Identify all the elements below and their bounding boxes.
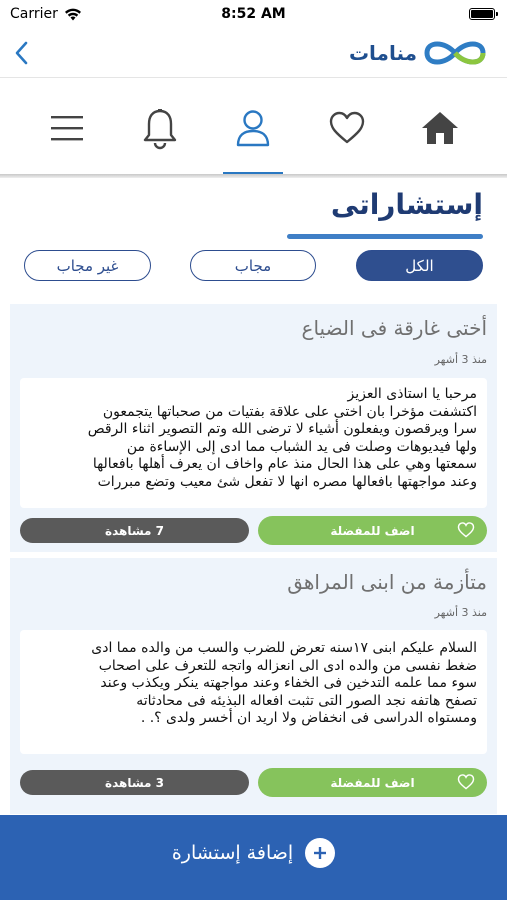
battery-icon bbox=[469, 8, 495, 20]
add-favorite-button[interactable] bbox=[258, 768, 487, 797]
card-body-line: سوء مما علمه التدخين فى الخفاء وعند مواجهته ينكر ويكذب وعند bbox=[100, 675, 477, 691]
add-consultation-label: إضافة إستشارة bbox=[171, 841, 294, 864]
status-time: 8:52 AM bbox=[221, 6, 286, 22]
nav-home[interactable] bbox=[405, 80, 475, 176]
card-body-line: ومستواه الدراسى فى انخفاض ولا اريد ان أخسر ولدى ؟. . bbox=[140, 710, 477, 726]
filter-unanswered[interactable]: غير مجاب bbox=[24, 250, 151, 281]
heart-icon bbox=[328, 111, 366, 145]
card-date: منذ 3 أشهر bbox=[434, 606, 487, 619]
card-title: أختى غارقة فى الضياع bbox=[301, 316, 487, 340]
chevron-left-icon bbox=[14, 41, 28, 65]
card-body-line: تصفح هاتفه نجد الصور التى تثبت افعاله البذيئه فى محادثاته bbox=[136, 692, 477, 709]
filter-all[interactable]: الكل bbox=[356, 250, 483, 281]
views-count: 3 مشاهدة bbox=[20, 770, 249, 795]
card-body-line: اكتشفت مؤخرا بان اختى على علاقة بفتيات من صحباتها يتجمعون bbox=[102, 403, 477, 420]
plus-icon bbox=[305, 838, 335, 868]
card-body bbox=[20, 378, 487, 508]
filter-answered[interactable]: مجاب bbox=[190, 250, 316, 281]
wifi-icon bbox=[64, 8, 82, 21]
menu-icon bbox=[50, 114, 84, 142]
title-underline bbox=[287, 234, 483, 239]
nav-menu[interactable] bbox=[32, 80, 102, 176]
consultations-list bbox=[10, 304, 497, 814]
consultation-card[interactable] bbox=[10, 558, 497, 814]
app-logo bbox=[349, 36, 487, 70]
heart-outline-icon bbox=[457, 522, 475, 538]
heart-outline-icon bbox=[457, 774, 475, 790]
add-favorite-button[interactable] bbox=[258, 516, 487, 545]
bell-icon bbox=[142, 106, 178, 150]
card-body-line: وعند مواجهتها بافعالها مصره انها لا تفعل شئ معيب وتضع مبررات bbox=[97, 473, 477, 490]
favorite-label: اضف للمفضلة bbox=[330, 775, 415, 790]
consultation-card[interactable] bbox=[10, 304, 497, 552]
main-nav bbox=[0, 80, 507, 176]
nav-notifications[interactable] bbox=[125, 80, 195, 176]
card-body-line: السلام عليكم ابنى ١٧سنه تعرض للضرب والسب من والده مما ادى bbox=[91, 640, 477, 656]
nav-profile[interactable] bbox=[218, 80, 288, 176]
card-date: منذ 3 أشهر bbox=[434, 353, 487, 366]
home-icon bbox=[420, 110, 460, 146]
app-header bbox=[0, 28, 507, 78]
logo-mark-icon bbox=[423, 36, 487, 70]
card-body bbox=[20, 630, 487, 754]
card-title: متأزمة من ابنى المراهق bbox=[287, 570, 487, 594]
back-button[interactable] bbox=[14, 38, 38, 68]
card-body-line: سرا ويرقصون ويفعلون أشياء لا ترضى الله وتم التصوير اثناء الرقص bbox=[87, 421, 477, 437]
card-body-line: ضغط نفسى من والده ادى الى انعزاله واتجه للتعرف على اصحاب bbox=[98, 657, 477, 674]
user-icon bbox=[236, 109, 270, 147]
card-body-line: مرحبا يا استاذى العزيز bbox=[347, 386, 477, 402]
add-consultation-button[interactable] bbox=[0, 815, 507, 900]
filter-tabs bbox=[24, 250, 483, 282]
logo-text: منامات bbox=[348, 40, 417, 65]
nav-divider bbox=[0, 174, 507, 178]
carrier-label: Carrier bbox=[10, 6, 58, 22]
status-bar bbox=[0, 0, 507, 28]
page-title: إستشاراتى bbox=[330, 188, 483, 221]
favorite-label: اضف للمفضلة bbox=[330, 523, 415, 538]
nav-favorites[interactable] bbox=[312, 80, 382, 176]
card-body-line: سمعتها وهي على هذا الحال منذ عام واخاف ان يعرف أهلها بافعالها bbox=[92, 456, 477, 472]
views-count: 7 مشاهدة bbox=[20, 518, 249, 543]
card-body-line: ولها فيديوهات وصلت فى يد الشباب مما ادى إلى الإساءة من bbox=[126, 438, 477, 455]
